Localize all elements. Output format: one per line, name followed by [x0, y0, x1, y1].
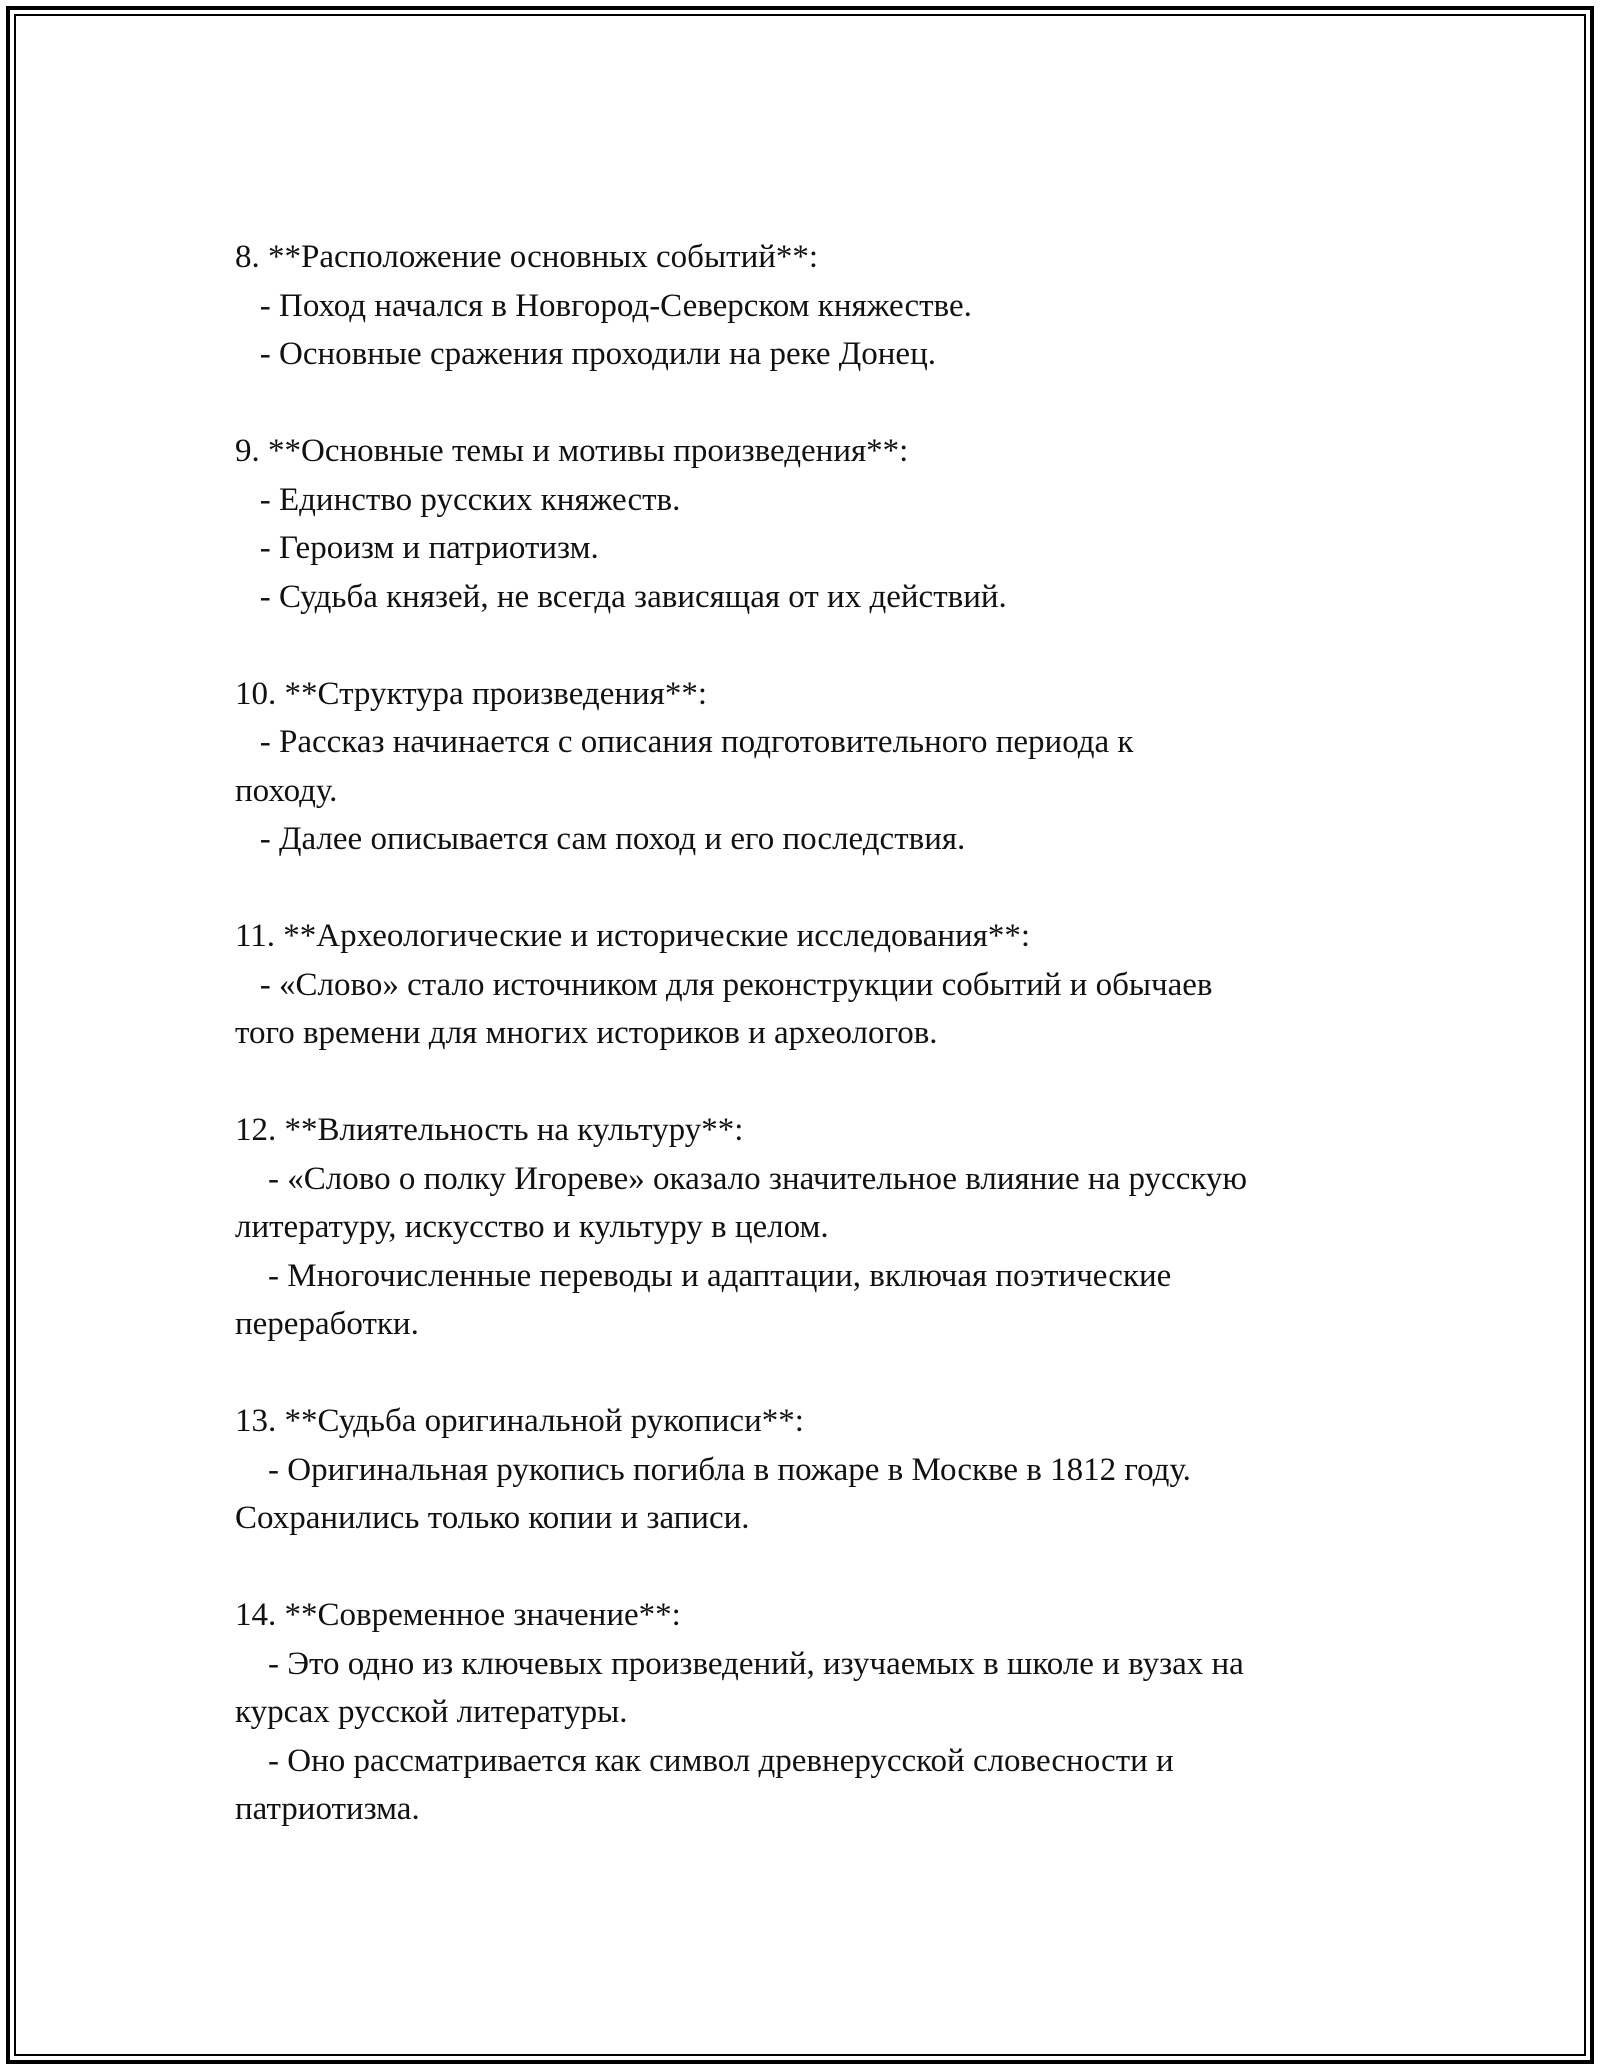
section-14 — [235, 1591, 1385, 1834]
list-item: - Далее описывается сам поход и его последствия. — [235, 821, 966, 857]
section-heading: 8. **Расположение основных событий**: — [235, 239, 819, 275]
list-item: - Оно рассматривается как символ древнерусской словесности и патриотизма. — [235, 1742, 1174, 1827]
list-item: - Судьба князей, не всегда зависящая от их действий. — [235, 578, 1007, 615]
section-9 — [235, 427, 1385, 621]
list-item: - «Слово о полку Игореве» оказало значительное влияние на русскую литературу, искусство и культуру в целом. — [235, 1160, 1248, 1245]
list-item: - Оригинальная рукопись погибла в пожаре в Москве в 1812 году. Сохранились только копии и записи. — [235, 1451, 1191, 1536]
section-12 — [235, 1106, 1385, 1349]
list-item: - Основные сражения проходили на реке Донец. — [235, 336, 936, 372]
list-item: - Рассказ начинается с описания подготовительного периода к походу. — [235, 724, 1134, 809]
section-8 — [235, 233, 1385, 379]
section-heading: 12. **Влиятельность на культуру**: — [235, 1112, 744, 1148]
section-heading: 10. **Структура произведения**: — [235, 675, 708, 712]
section-heading: 9. **Основные темы и мотивы произведения**: — [235, 433, 909, 469]
document-body — [235, 233, 1385, 1882]
list-item: - Это одно из ключевых произведений, изучаемых в школе и вузах на курсах русской литературы. — [235, 1645, 1244, 1730]
list-item: - Многочисленные переводы и адаптации, включая поэтические переработки. — [235, 1257, 1172, 1342]
section-13 — [235, 1397, 1385, 1543]
section-heading: 13. **Судьба оригинальной рукописи**: — [235, 1403, 804, 1439]
section-heading: 11. **Археологические и исторические исследования**: — [235, 918, 1031, 954]
list-item: - «Слово» стало источником для реконструкции событий и обычаев того времени для многих историков и археологов. — [235, 966, 1213, 1051]
list-item: - Единство русских княжеств. — [235, 481, 681, 518]
section-heading: 14. **Современное значение**: — [235, 1597, 681, 1633]
section-10 — [235, 670, 1385, 864]
list-item: - Героизм и патриотизм. — [235, 530, 599, 566]
section-11 — [235, 912, 1385, 1058]
list-item: - Поход начался в Новгород-Северском княжестве. — [235, 287, 972, 324]
